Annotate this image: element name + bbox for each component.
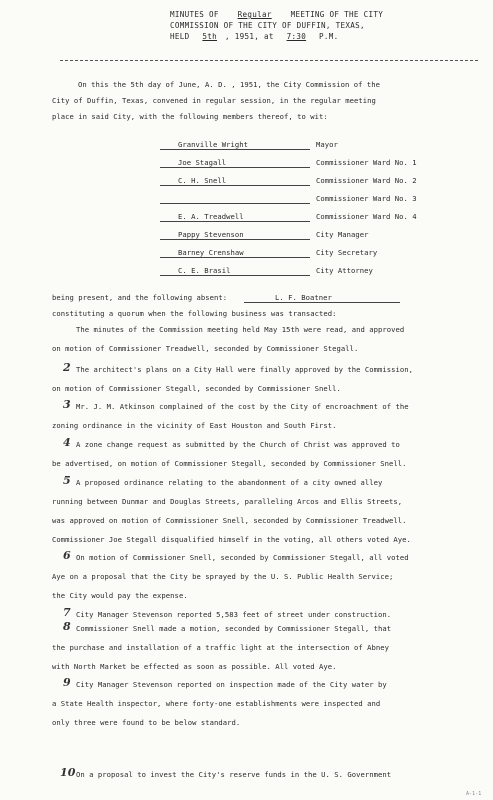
absent-line	[52, 293, 227, 302]
item-line: On a proposal to invest the City's reserve funds in the U. S. Government	[76, 770, 392, 779]
item-number: 5	[63, 474, 71, 487]
item-line: be advertised, on motion of Commissioner Stegall, seconded by Commissioner Snell.	[52, 459, 407, 468]
member-title: City Manager	[316, 230, 369, 239]
member-name: Barney Crenshaw	[178, 248, 244, 257]
member-title: City Secretary	[316, 248, 378, 257]
member-name-underline	[160, 257, 310, 258]
item-line: The architect's plans on a City Hall were finally approved by the Commission,	[76, 365, 414, 374]
member-title: Mayor	[316, 140, 338, 149]
item-number: 9	[63, 676, 71, 689]
item-line: on motion of Commissioner Treadwell, seconded by Commissioner Stegall.	[52, 344, 359, 353]
item-line: Aye on a proposal that the City be sprayed by the U. S. Public Health Service;	[52, 572, 394, 581]
item-number: 2	[63, 361, 71, 374]
member-name-underline	[160, 203, 310, 204]
member-title: Commissioner Ward No. 3	[316, 194, 417, 203]
held-mid: , 1951, at	[225, 32, 274, 41]
item-line: the City would pay the expense.	[52, 591, 188, 600]
member-name: C. E. Brasil	[178, 266, 231, 275]
header-line-2: COMMISSION OF THE CITY OF DUFFIN, TEXAS,	[170, 21, 365, 30]
absent-name: L. F. Boatner	[275, 293, 332, 302]
quorum-line: constituting a quorum when the following business was transacted:	[52, 309, 337, 318]
item-line: a State Health inspector, where forty-one establishments were inspected and	[52, 699, 381, 708]
item-line: the purchase and installation of a traffic light at the intersection of Abney	[52, 643, 390, 652]
item-line: Mr. J. M. Atkinson complained of the cost by the City of encroachment of the	[76, 402, 409, 411]
absent-prefix: being present, and the following absent:	[52, 293, 228, 302]
member-name-underline	[160, 275, 310, 276]
item-line: On motion of Commissioner Snell, seconded by Commissioner Stegall, all voted	[76, 553, 409, 562]
item-line: with North Market be effected as soon as possible. All voted Aye.	[52, 662, 337, 671]
meeting-type: Regular	[237, 10, 272, 19]
item-line: City Manager Stevenson reported 5,583 feet of street under construction.	[76, 610, 392, 619]
intro-line-2: City of Duffin, Texas, convened in regular session, in the regular meeting	[52, 96, 376, 105]
member-name: Granville Wright	[178, 140, 249, 149]
item-line: zoning ordinance in the vicinity of East Houston and South First.	[52, 421, 337, 430]
member-name-underline	[160, 221, 310, 222]
item-number: 7	[63, 606, 71, 619]
absent-underline	[244, 302, 400, 303]
item-line: running between Dunmar and Douglas Streets, paralleling Arcos and Ellis Streets,	[52, 497, 403, 506]
member-name-underline	[160, 185, 310, 186]
member-title: City Attorney	[316, 266, 373, 275]
member-title: Commissioner Ward No. 2	[316, 176, 417, 185]
header-divider	[60, 60, 478, 61]
held-date: 5th	[202, 32, 217, 41]
held-suffix: P.M.	[318, 32, 339, 41]
item-number: 3	[63, 398, 71, 411]
header-prefix: MINUTES OF	[170, 10, 219, 19]
member-title: Commissioner Ward No. 4	[316, 212, 417, 221]
item-line: on motion of Commissioner Stegall, seconded by Commissioner Snell.	[52, 384, 341, 393]
member-name-underline	[160, 239, 310, 240]
header-line-3	[170, 32, 338, 41]
member-name: C. H. Snell	[178, 176, 227, 185]
header-line-1	[170, 10, 383, 19]
item-number: 8	[63, 620, 71, 633]
item-number: 4	[63, 436, 71, 449]
item-line: only three were found to be below standard.	[52, 718, 241, 727]
member-name: Joe Stagall	[178, 158, 227, 167]
item-line: was approved on motion of Commissioner Snell, seconded by Commissioner Treadwell.	[52, 516, 407, 525]
member-name-underline	[160, 149, 310, 150]
footer-mark: A-1-1	[466, 791, 482, 797]
intro-line-1: On this the 5th day of June, A. D. , 1951, the City Commission of the	[78, 80, 381, 89]
held-time: 7:30	[286, 32, 307, 41]
item-line: A proposed ordinance relating to the abandonment of a city owned alley	[76, 478, 383, 487]
item-line: City Manager Stevenson reported on inspection made of the City water by	[76, 680, 387, 689]
held-label: HELD	[170, 32, 190, 41]
item-line: Commissioner Snell made a motion, seconded by Commissioner Stegall, that	[76, 624, 392, 633]
member-title: Commissioner Ward No. 1	[316, 158, 417, 167]
header-suffix: MEETING OF THE CITY	[290, 10, 384, 19]
item-number: 10	[60, 766, 76, 779]
intro-line-3: place in said City, with the following members thereof, to wit:	[52, 112, 328, 121]
item-line: Commissioner Joe Stegall disqualified himself in the voting, all others voted Aye.	[52, 535, 411, 544]
item-line: The minutes of the Commission meeting held May 15th were read, and approved	[76, 325, 405, 334]
item-line: A zone change request as submitted by the Church of Christ was approved to	[76, 440, 400, 449]
member-name-underline	[160, 167, 310, 168]
member-name: Pappy Stevenson	[178, 230, 244, 239]
member-name: E. A. Treadwell	[178, 212, 244, 221]
item-number: 6	[63, 549, 71, 562]
